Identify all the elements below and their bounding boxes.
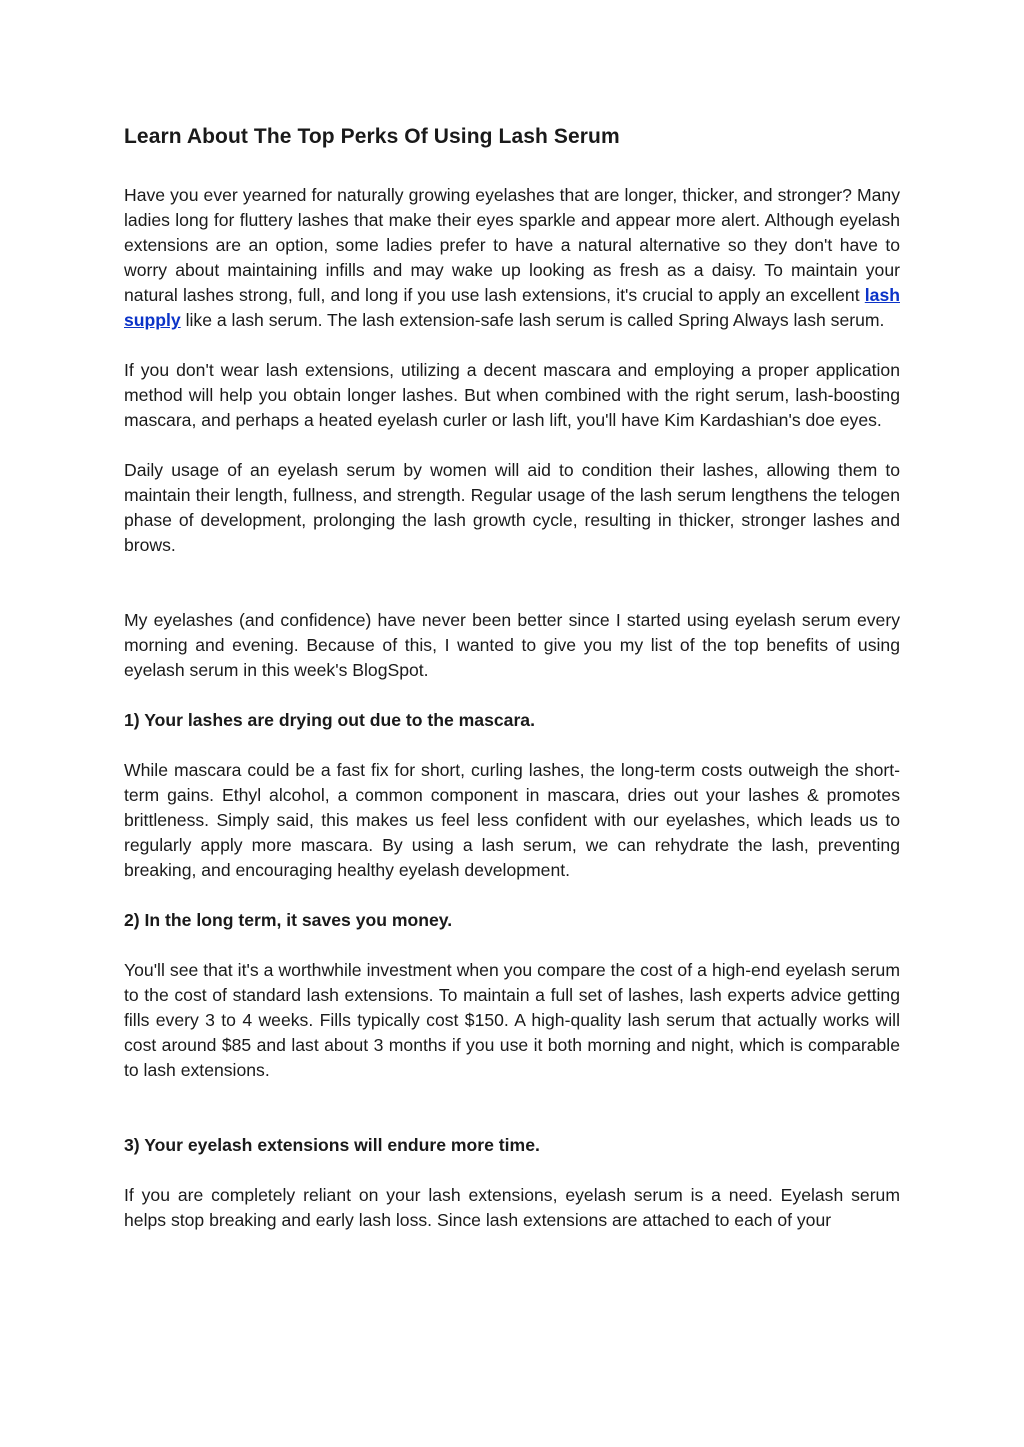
confidence-paragraph: My eyelashes (and confidence) have never been better since I started using eyelash serum every morning and evening. Because of this, I wanted to give you my list of the top benefits of using eyelash serum in this week's BlogSpot. xyxy=(124,610,900,680)
document-page xyxy=(124,118,900,1258)
section-2-paragraph: You'll see that it's a worthwhile investment when you compare the cost of a high-end eyelash serum to the cost of standard lash extensions. To maintain a full set of lashes, lash experts advice getting fills every 3 to 4 weeks. Fills typically cost $150. A high-quality lash serum that actually works will cost around $85 and last about 3 months if you use it both morning and night, which is comparable to lash extensions. xyxy=(124,960,900,1080)
intro-text-before-link: Have you ever yearned for naturally growing eyelashes that are longer, thicker, and stronger? Many ladies long for fluttery lashes that make their eyes sparkle and appear more alert. Although eyelash extensions are an option, some ladies prefer to have a natural alternative so they don't have to worry about maintaining infills and may wake up looking as fresh as a daisy. To maintain your natural lashes strong, full, and long if you use lash extensions, it's crucial to apply an excellent xyxy=(124,185,900,305)
section-heading-3: 3) Your eyelash extensions will endure more time. xyxy=(124,1135,540,1155)
section-1-paragraph: While mascara could be a fast fix for short, curling lashes, the long-term costs outweigh the short-term gains. Ethyl alcohol, a common component in mascara, dries out your lashes & promotes brittleness. Simply said, this makes us feel less confident with our eyelashes, which leads us to regularly apply more mascara. By using a lash serum, we can rehydrate the lash, preventing breaking, and encouraging healthy eyelash development. xyxy=(124,760,900,880)
intro-text-after-link: like a lash serum. The lash extension-safe lash serum is called Spring Always lash serum. xyxy=(180,310,885,330)
section-heading-2: 2) In the long term, it saves you money. xyxy=(124,910,453,930)
intro-paragraph xyxy=(124,183,900,333)
section-heading-1: 1) Your lashes are drying out due to the mascara. xyxy=(124,710,535,730)
daily-usage-paragraph: Daily usage of an eyelash serum by women will aid to condition their lashes, allowing them to maintain their length, fullness, and strength. Regular usage of the lash serum lengthens the telogen phase of development, prolonging the lash growth cycle, resulting in thicker, stronger lashes and brows. xyxy=(124,460,900,555)
document-title: Learn About The Top Perks Of Using Lash Serum xyxy=(124,125,620,148)
section-3-paragraph: If you are completely reliant on your lash extensions, eyelash serum is a need. Eyelash serum helps stop breaking and early lash loss. Since lash extensions are attached to each of your xyxy=(124,1185,900,1230)
lash-supply-link[interactable]: lash supply xyxy=(124,285,900,330)
mascara-paragraph: If you don't wear lash extensions, utilizing a decent mascara and employing a proper application method will help you obtain longer lashes. But when combined with the right serum, lash-boosting mascara, and perhaps a heated eyelash curler or lash lift, you'll have Kim Kardashian's doe eyes. xyxy=(124,360,900,430)
